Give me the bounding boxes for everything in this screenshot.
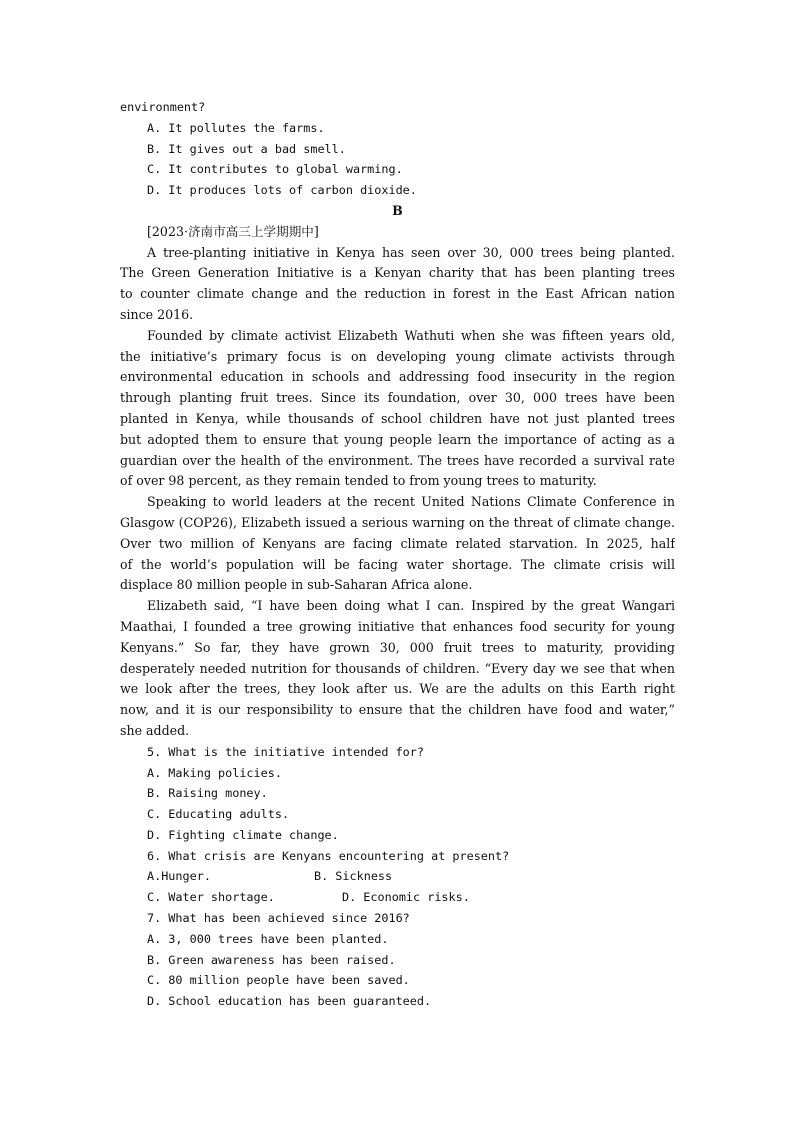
option-a: A.Hunger. [147,869,211,884]
option-a: A. It pollutes the farms. [147,120,325,135]
passage-line: we look after the trees, they look after us. We are the adults on this Earth right [120,681,675,697]
option-b: B. Green awareness has been raised. [147,952,396,967]
passage-line: through planting fruit trees. Since its foundation, over 30, 000 trees have been [120,390,675,406]
passage-line: planted in Kenya, while thousands of school children have not just planted trees [120,410,675,426]
passage-line: Elizabeth said, “I have been doing what I can. Inspired by the great Wangari [147,598,675,614]
option-b: B. Raising money. [147,786,268,801]
option-c: C. 80 million people have been saved. [147,973,410,988]
option-d: D. School education has been guaranteed. [147,994,432,1009]
option-a: A. 3, 000 trees have been planted. [147,931,389,946]
option-d: D. Fighting climate change. [147,827,339,842]
source-tag: [2023·济南市高三上学期期中] [147,223,319,239]
passage-line: Glasgow (COP26), Elizabeth issued a serious warning on the threat of climate change. [120,514,675,530]
option-c: C. Water shortage. [147,890,275,905]
passage-line: Founded by climate activist Elizabeth Wathuti when she was fifteen years old, [147,327,675,343]
passage-line: A tree-planting initiative in Kenya has seen over 30, 000 trees being planted. [147,244,675,260]
question-stem: 6. What crisis are Kenyans encountering at present? [147,848,510,863]
passage-line: environmental education in schools and addressing food insecurity in the region [120,369,675,385]
question-5 [120,742,675,846]
passage-line: but adopted them to ensure that young people learn the importance of acting as a [120,431,675,447]
passage-line: of the world’s population will be facing water shortage. The climate crisis will [120,556,675,572]
passage-line: guardian over the health of the environment. The trees have recorded a survival rate [120,452,675,468]
option-b: B. Sickness [314,869,393,884]
passage-line: to counter climate change and the reduction in forest in the East African nation [120,286,675,302]
question-stem-tail: environment? [120,100,206,114]
question-stem: 7. What has been achieved since 2016? [147,911,410,926]
section-label: B [392,202,403,218]
passage [120,243,675,742]
question-7 [120,908,675,1012]
passage-line: she added. [120,722,190,738]
passage-line: Speaking to world leaders at the recent United Nations Climate Conference in [147,494,675,510]
option-b: B. It gives out a bad smell. [147,141,346,156]
question-stem: 5. What is the initiative intended for? [147,744,424,759]
option-row [120,866,675,887]
question-6 [120,846,675,908]
option-d: D. Economic risks. [342,890,470,905]
passage-line: since 2016. [120,306,194,322]
option-c: C. It contributes to global warming. [147,162,403,177]
passage-line: the initiative’s primary focus is on developing young climate activists through [120,348,675,364]
passage-line: The Green Generation Initiative is a Kenyan charity that has been planting trees [120,265,675,281]
passage-line: now, and it is our responsibility to ensure that the children have food and water,” [120,702,675,718]
passage-line: Kenyans.” So far, they have grown 30, 000 fruit trees to maturity, providing [120,639,675,655]
passage-line: Maathai, I founded a tree growing initiative that enhances food security for young [120,618,675,634]
passage-line: of over 98 percent, as they remain tended to from young trees to maturity. [120,473,597,489]
passage-line: desperately needed nutrition for thousands of children. “Every day we see that when [120,660,675,676]
passage-line: Over two million of Kenyans are facing climate related starvation. In 2025, half [120,535,675,551]
option-row [120,887,675,908]
option-a: A. Making policies. [147,765,282,780]
option-d: D. It produces lots of carbon dioxide. [147,183,417,198]
passage-line: displace 80 million people in sub-Saharan Africa alone. [120,577,473,593]
document-page [120,97,675,1012]
option-c: C. Educating adults. [147,807,290,822]
